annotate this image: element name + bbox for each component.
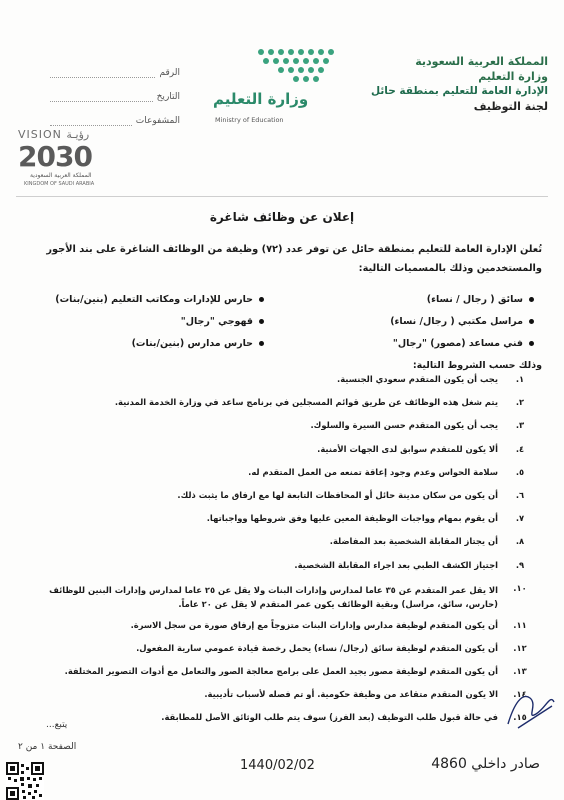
bullet-icon (259, 297, 264, 302)
field-number: الرقم (50, 54, 180, 78)
condition-item: ٨. أن يجتاز المقابلة الشخصية بعد المفاضلة. (329, 536, 525, 547)
ministry-logo-arabic: وزارة التعليم (213, 90, 309, 108)
jobs-right-column (314, 288, 534, 354)
bullet-icon (259, 319, 264, 324)
field-date: التاريخ (50, 78, 180, 102)
conditions-heading: وذلك حسب الشروط التالية: (412, 360, 542, 371)
vision-label: VISION رؤيـة (18, 128, 90, 141)
reference-fields (50, 54, 180, 126)
condition-item: ٤. ألا يكون للمتقدم سوابق لدى الجهات الأمنية. (317, 443, 525, 454)
condition-item: ١٣. أن يكون المتقدم لوظيفة مصور يجيد العمل على برامج معالجة الصور والتعامل مع أدوات التصوير المختلفة. (64, 666, 527, 677)
condition-item: ٧. أن يقوم بمهام وواجبات الوظيفة المعين عليها وفق شروطها وواجباتها. (206, 513, 525, 524)
outgoing-number: صادر داخلي 4860 (431, 756, 540, 772)
condition-item: ٢. يتم شغل هذه الوظائف عن طريق قوائم المسجلين في برنامج ساعد في وزارة الخدمة المدنية. (114, 397, 525, 408)
announcement-title: إعلان عن وظائف شاغرة (209, 210, 355, 224)
job-item: سائق ( رجال / نساء) (314, 288, 534, 310)
page-number: الصفحة ١ من ٢ (18, 742, 77, 752)
bullet-icon (259, 341, 264, 346)
job-item: حارس للإدارات ومكاتب التعليم (بنين/بنات) (44, 288, 264, 310)
ministry-logo-english: Ministry of Education (215, 116, 284, 124)
condition-item: ٦. أن يكون من سكان مدينة حائل أو المحافظات التابعة لها مع ارفاق ما يثبت ذلك. (177, 489, 525, 500)
letterhead-right (358, 54, 548, 114)
condition-item: ١٢. أن يكون المتقدم لوظيفة سائق (رجال/ نساء) يحمل رخصة قيادة عمومي سارية المفعول. (136, 642, 527, 653)
job-item: مراسل مكتبي ( رجال/ نساء) (314, 310, 534, 332)
header-divider (16, 196, 548, 197)
continued-note: يتبع... (46, 720, 68, 730)
ministry-logo-dots-icon (205, 44, 345, 90)
job-item: فني مساعد (مصور) "رجال" (314, 332, 534, 354)
vision-year: 2030 (18, 140, 92, 173)
job-item: حارس مدارس (بنين/بنات) (44, 332, 264, 354)
department-name: الإدارة العامة للتعليم بمنطقة حائل (370, 85, 548, 97)
vision-kingdom-english: KINGDOM OF SAUDI ARABIA (24, 181, 95, 187)
condition-item: ١٥. في حالة قبول طلب التوظيف (بعد الفرز) سوف يتم طلب الوثائق الأصل للمطابقة. (161, 712, 527, 723)
job-item: قهوجي "رجال" (44, 310, 264, 332)
kingdom-name: المملكة العربية السعودية (415, 55, 548, 68)
condition-item: ٥. سلامة الحواس وعدم وجود إعاقة تمنعه من العمل المتقدم له. (248, 466, 525, 477)
committee-name: لجنة التوظيف (473, 100, 548, 113)
condition-item: ٩. اجتياز الكشف الطبي بعد اجراء المقابلة الشخصية. (294, 559, 525, 570)
ministry-logo (205, 44, 345, 124)
vision-2030-logo (18, 128, 118, 198)
ministry-name: وزارة التعليم (478, 70, 548, 83)
vision-kingdom-arabic: المملكة العربية السعودية (30, 172, 92, 179)
jobs-left-column (44, 288, 264, 354)
bullet-icon (529, 297, 534, 302)
qr-code-icon (6, 762, 44, 800)
condition-item: ١٤. الا يكون المتقدم متقاعد من وظيفة حكومية. أو تم فصله لأسباب تأديبية. (204, 689, 527, 700)
announcement-intro: تُعلن الإدارة العامة للتعليم بمنطقة حائل عن توفر عدد (٧٢) وظيفة من الوظائف الشاغرة على بند الأجور والمستخدمين وذلك بالمسميات التالية: (46, 244, 542, 274)
bullet-icon (529, 341, 534, 346)
condition-item: ١٠. الا يقل عمر المتقدم عن ٣٥ عاما لمدارس وإدارات البنات ولا يقل عن ٢٥ عاما لمدارس وإدارات البنين للوظائف (حارس، سائق، مراسل) وبقية الوظائف يكون عمر المتقدم لا يقل عن ٢٠ عاماً. (49, 582, 527, 609)
document-date: 1440/02/02 (240, 758, 315, 773)
condition-item: ١١. أن يكون المتقدم لوظيفة مدارس وإدارات البنات متزوجاً مع إرفاق صورة من سجل الاسرة. (130, 619, 527, 630)
condition-item: ٣. يجب أن يكون المتقدم حسن السيرة والسلوك. (310, 420, 525, 431)
conditions-list (22, 374, 542, 736)
signature-icon (500, 684, 560, 734)
bullet-icon (529, 319, 534, 324)
field-attachments: المشفوعات (50, 102, 180, 126)
condition-item: ١. يجب أن يكون المتقدم سعودي الجنسية. (337, 374, 525, 384)
